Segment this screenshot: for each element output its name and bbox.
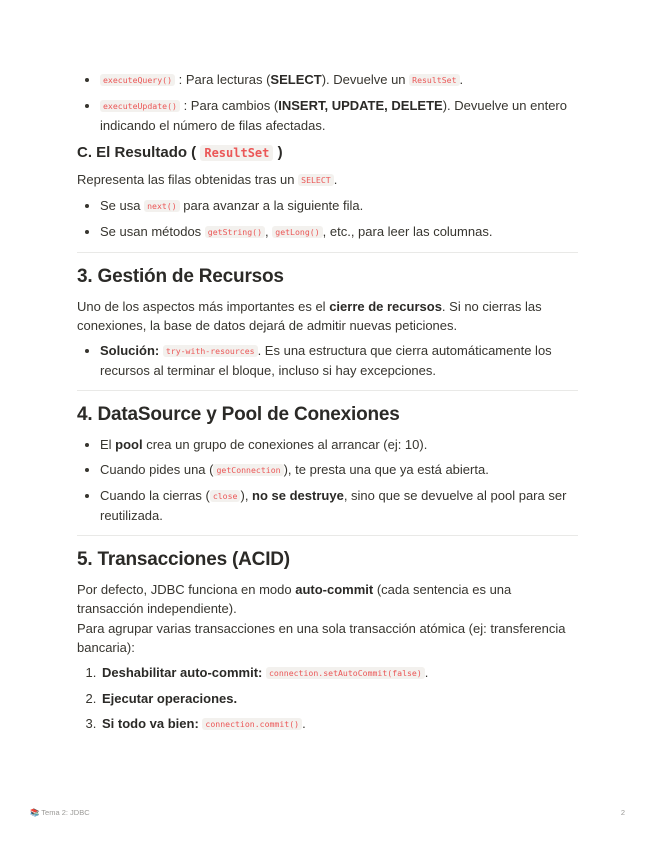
- inline-code: SELECT: [298, 174, 334, 186]
- section-c-heading: C. El Resultado ( ResultSet ): [77, 144, 283, 161]
- section-3-list: [77, 341, 578, 380]
- section-5-paragraph-2: Para agrupar varias transacciones en una sola transacción atómica (ej: transferencia bancaria):: [77, 620, 566, 655]
- page-content: [77, 70, 578, 740]
- section-c-paragraph: Representa las filas obtenidas tras un SELECT .: [77, 172, 338, 187]
- section-3-paragraph: Uno de los aspectos más importantes es el cierre de recursos. Si no cierras las conexiones, la base de datos dejará de admitir nuevas peticiones.: [77, 298, 542, 333]
- section-4-heading: 4. DataSource y Pool de Conexiones: [77, 403, 400, 425]
- list-item: 1. Deshabilitar auto-commit: connection.setAutoCommit(false) .: [100, 663, 578, 683]
- inline-code: executeQuery(): [100, 74, 175, 86]
- section-c-list: [77, 196, 578, 242]
- section-5-heading: 5. Transacciones (ACID): [77, 548, 290, 570]
- inline-code: close: [210, 490, 241, 502]
- section-3-heading: 3. Gestión de Recursos: [77, 265, 284, 287]
- list-item: • El pool crea un grupo de conexiones al arrancar (ej: 10).: [100, 435, 578, 454]
- list-item: • executeUpdate() : Para cambios (INSERT, UPDATE, DELETE). Devuelve un entero indicando el número de filas afectadas.: [100, 96, 578, 135]
- list-item: • Se usa next() para avanzar a la siguiente fila.: [100, 196, 578, 216]
- execute-methods-list: [77, 70, 578, 135]
- inline-code: executeUpdate(): [100, 100, 180, 112]
- inline-code: ResultSet: [200, 145, 273, 161]
- list-item: • Se usan métodos getString() , getLong() , etc., para leer las columnas.: [100, 222, 578, 242]
- list-item: • Solución: try-with-resources . Es una estructura que cierra automáticamente los recursos al terminar el bloque, incluso si hay excepciones.: [100, 341, 578, 380]
- divider: [77, 252, 578, 253]
- section-5-steps: [77, 663, 578, 734]
- inline-code: try-with-resources: [163, 345, 258, 357]
- footer-title: 📚 Tema 2: JDBC: [30, 808, 90, 817]
- page-number: 2: [620, 808, 625, 817]
- divider: [77, 390, 578, 391]
- inline-code: connection.commit(): [202, 718, 302, 730]
- inline-code: getLong(): [272, 226, 322, 238]
- list-item: 3. Si todo va bien: connection.commit() .: [100, 714, 578, 734]
- section-5-paragraph-1: Por defecto, JDBC funciona en modo auto-commit (cada sentencia es una transacción independiente).: [77, 581, 512, 616]
- divider: [77, 535, 578, 536]
- list-item: • Cuando pides una ( getConnection ), te presta una que ya está abierta.: [100, 460, 578, 480]
- section-4-list: [77, 435, 578, 525]
- inline-code: next(): [144, 200, 180, 212]
- inline-code: ResultSet: [409, 74, 459, 86]
- inline-code: getConnection: [213, 464, 283, 476]
- list-item: 2. Ejecutar operaciones.: [100, 689, 578, 708]
- inline-code: getString(): [205, 226, 265, 238]
- list-item: • Cuando la cierras ( close ), no se destruye, sino que se devuelve al pool para ser reutilizada.: [100, 486, 578, 525]
- list-item: • executeQuery() : Para lecturas (SELECT). Devuelve un ResultSet .: [100, 70, 578, 90]
- inline-code: connection.setAutoCommit(false): [266, 667, 425, 679]
